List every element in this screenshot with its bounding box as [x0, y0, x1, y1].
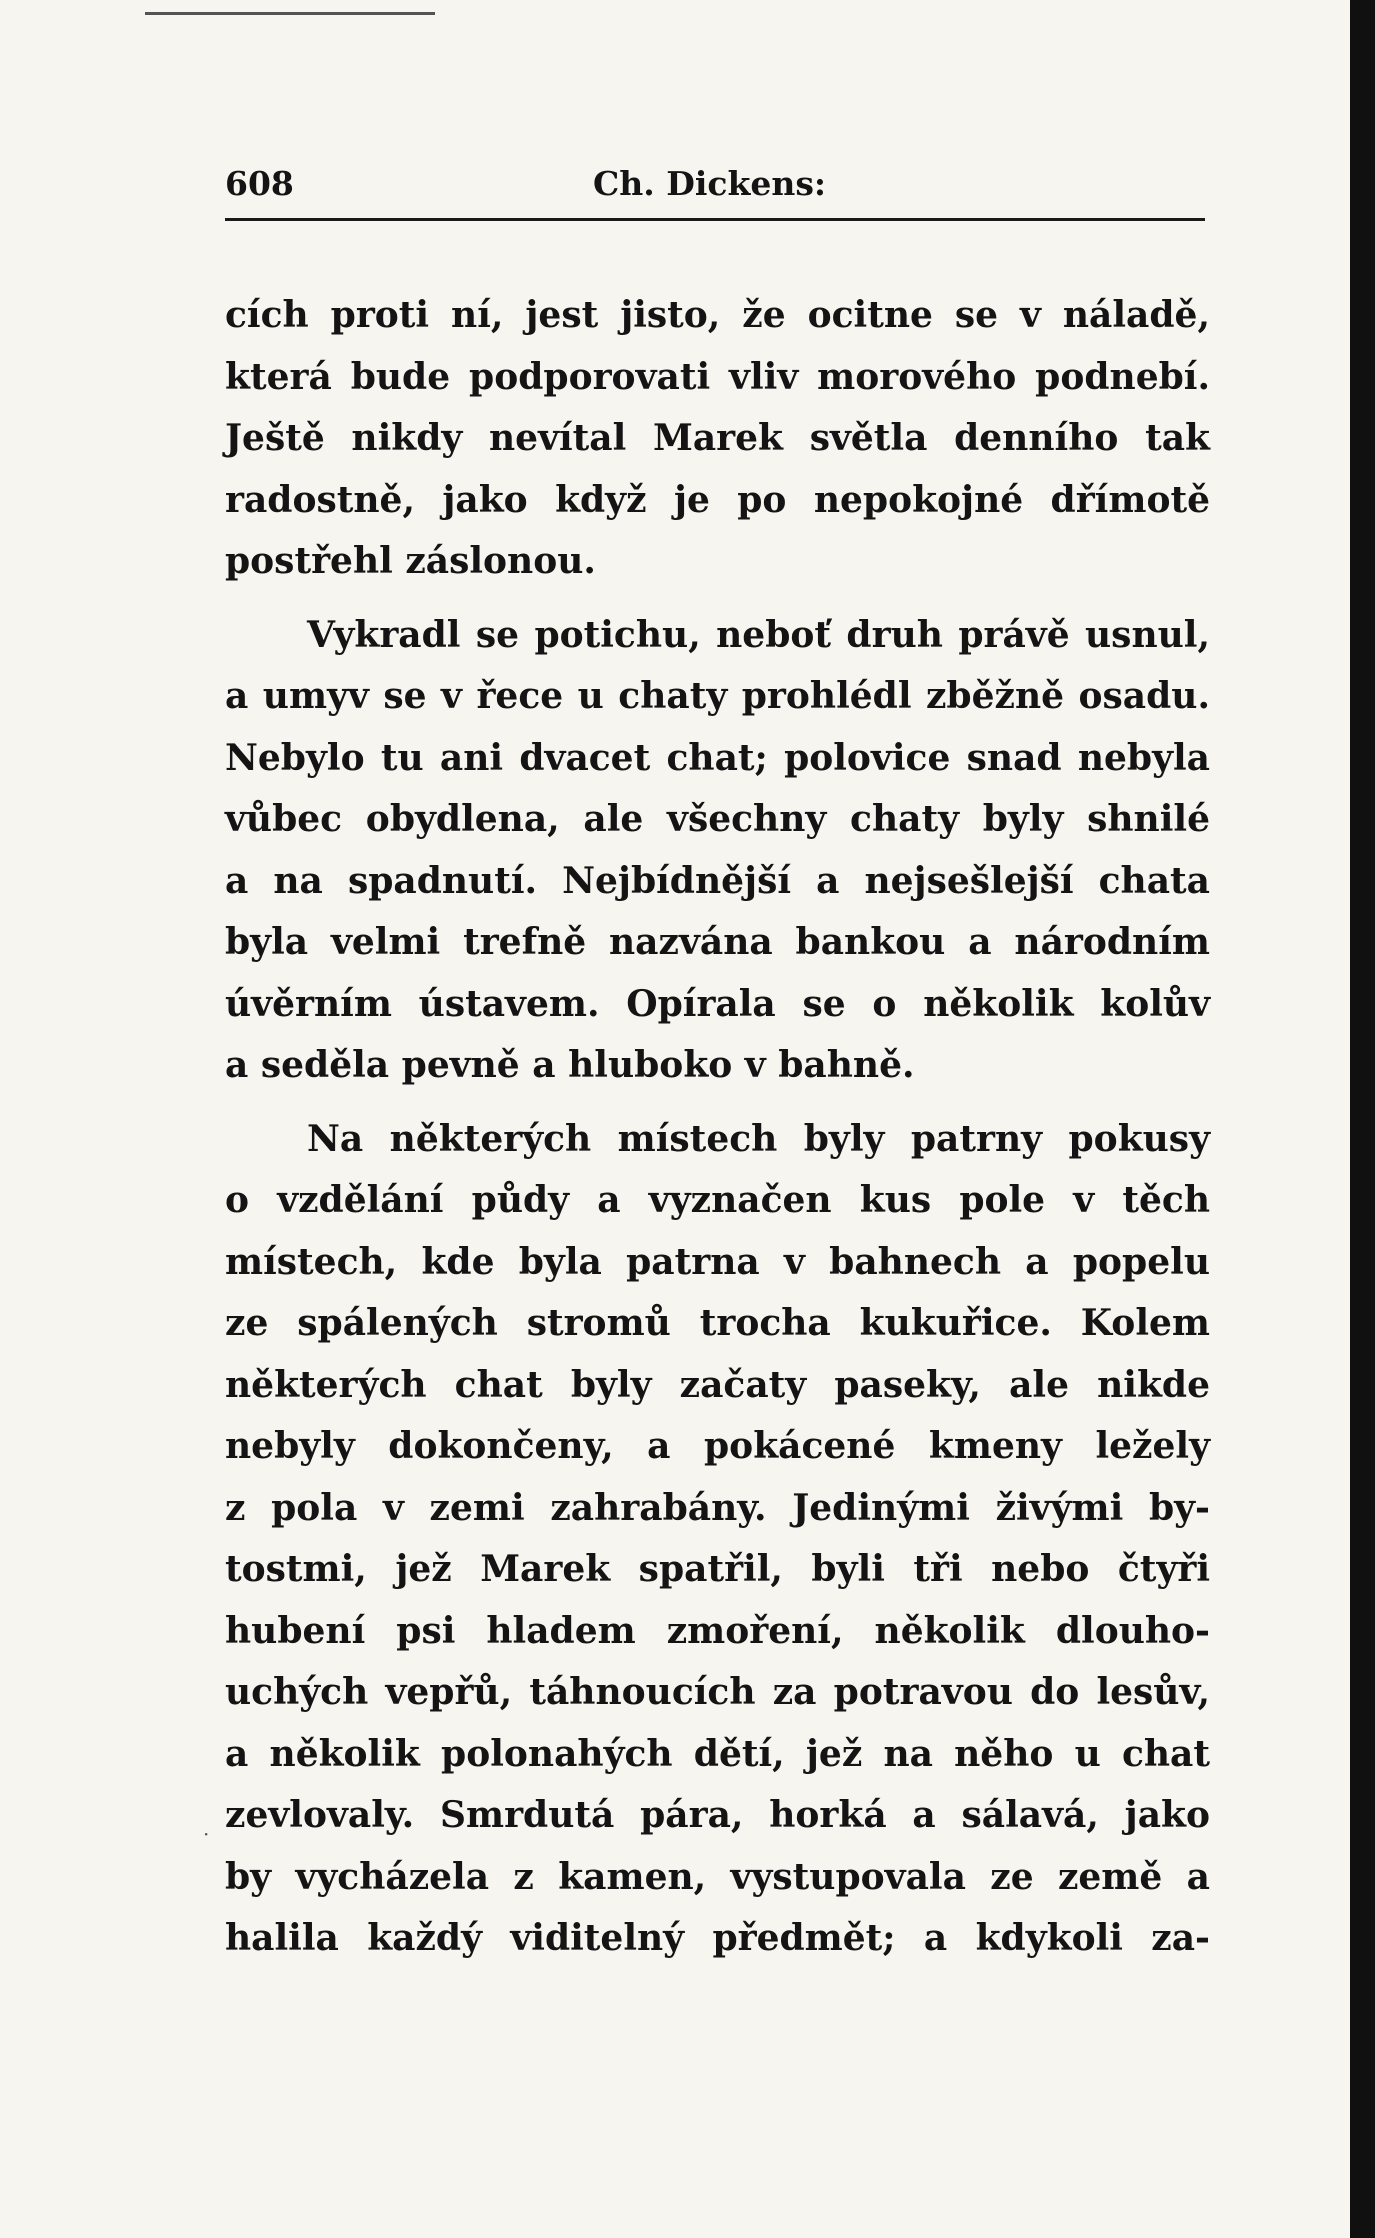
text-line: byla velmi trefně nazvána bankou a národním	[225, 921, 1210, 963]
text-line: úvěrním ústavem. Opírala se o několik kolův	[225, 982, 1210, 1025]
text-line: cích proti ní, jest jisto, že ocitne se v náladě,	[225, 294, 1210, 336]
running-title: Ch. Dickens:	[593, 164, 827, 203]
paragraph	[225, 1109, 1210, 1970]
paragraph	[225, 605, 1210, 1097]
text-line: by vycházela z kamen, vystupovala ze země a	[225, 1855, 1210, 1898]
text-line: Ještě nikdy nevítal Marek světla denního tak	[225, 417, 1210, 459]
text-line: uchých vepřů, táhnoucích za potravou do lesův,	[225, 1671, 1210, 1713]
text-line: Vykradl se potichu, neboť druh právě usnul,	[307, 613, 1210, 656]
text-line: z pola v zemi zahrabány. Jedinými živými by-	[225, 1486, 1210, 1529]
scan-edge	[1350, 0, 1375, 2238]
text-line: radostně, jako když je po nepokojné dřímotě	[225, 478, 1210, 521]
text-line: zevlovaly. Smrdutá pára, horká a sálavá, jako	[225, 1794, 1210, 1836]
text-line: a umyv se v řece u chaty prohlédl zběžně osadu.	[225, 675, 1210, 717]
text-line: Na některých místech byly patrny pokusy	[307, 1117, 1210, 1160]
text-line: hubení psi hladem zmoření, několik dlouho-	[225, 1609, 1210, 1652]
text-line: nebyly dokončeny, a pokácené kmeny ležely	[225, 1425, 1210, 1467]
text-line: a seděla pevně a hluboko v bahně.	[225, 1044, 915, 1086]
text-line: ze spálených stromů trocha kukuřice. Kolem	[225, 1302, 1210, 1344]
text-line: o vzdělání půdy a vyznačen kus pole v těch	[225, 1179, 1210, 1221]
text-line: postřehl záslonou.	[225, 540, 596, 582]
body-text	[225, 285, 1210, 1970]
paragraph	[225, 285, 1210, 593]
text-line: místech, kde byla patrna v bahnech a popelu	[225, 1240, 1210, 1283]
page-number: 608	[225, 164, 294, 203]
text-line: některých chat byly začaty paseky, ale nikde	[225, 1363, 1210, 1406]
text-line: halila každý viditelný předmět; a kdykoli za-	[225, 1917, 1210, 1959]
header-rule	[225, 218, 1205, 221]
text-line: která bude podporovati vliv morového podnebí.	[225, 355, 1210, 398]
text-line: vůbec obydlena, ale všechny chaty byly shnilé	[225, 798, 1210, 840]
page-header	[225, 160, 1200, 212]
margin-speck: ·	[203, 1822, 210, 1846]
text-line: tostmi, jež Marek spatřil, byli tři nebo čtyři	[225, 1548, 1210, 1590]
text-line: Nebylo tu ani dvacet chat; polovice snad nebyla	[225, 736, 1210, 779]
text-line: a na spadnutí. Nejbídnější a nejsešlejší chata	[225, 859, 1210, 902]
scan-artifact-top	[145, 12, 435, 15]
text-line: a několik polonahých dětí, jež na něho u chat	[225, 1732, 1210, 1775]
